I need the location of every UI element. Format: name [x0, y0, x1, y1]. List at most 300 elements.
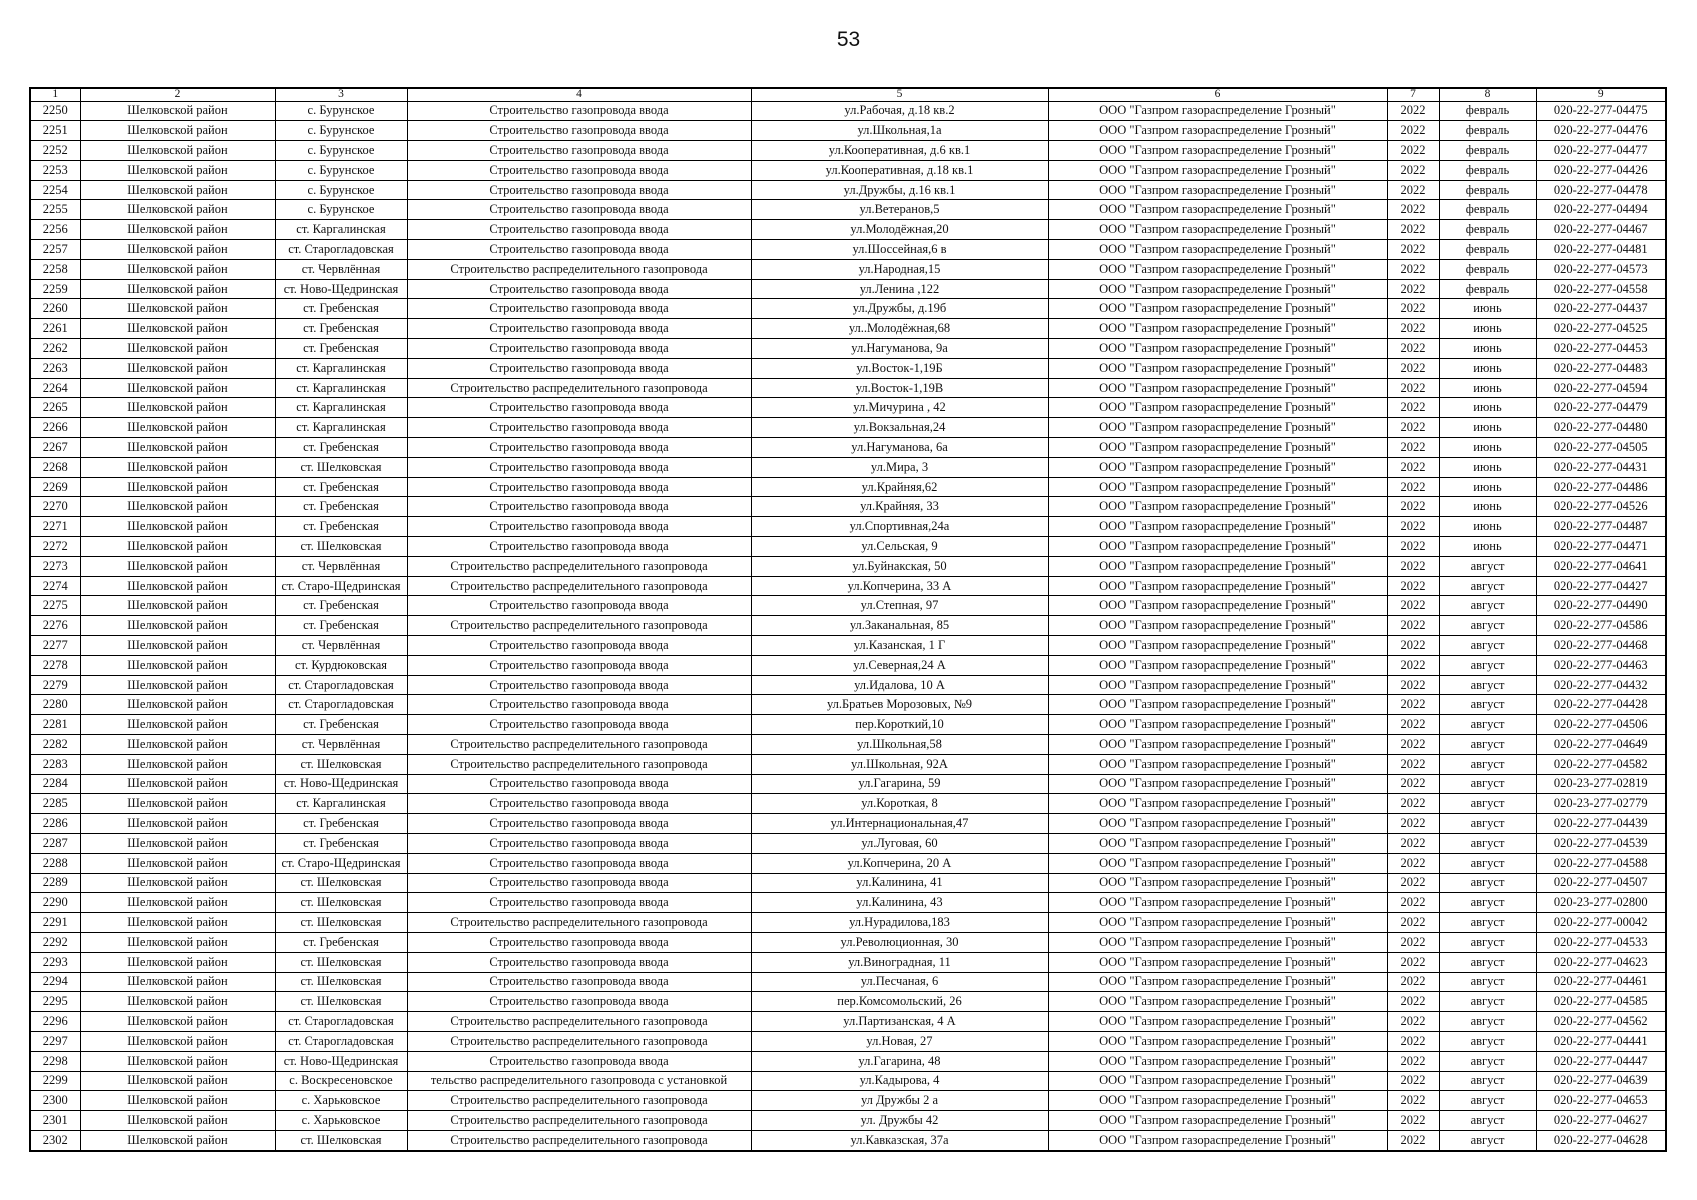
settlement-cell: ст. Старогладовская — [275, 240, 407, 260]
row-number-cell: 2255 — [30, 200, 80, 220]
work-type-cell: Строительство распределительного газопровода — [407, 576, 751, 596]
year-cell: 2022 — [1387, 972, 1439, 992]
table-row — [30, 477, 1666, 497]
settlement-cell: ст. Гребенская — [275, 616, 407, 636]
work-type-cell: Строительство газопровода ввода — [407, 101, 751, 121]
settlement-cell: ст. Шелковская — [275, 873, 407, 893]
registry-number-cell: 020-22-277-04585 — [1536, 992, 1666, 1012]
organization-cell: ООО "Газпром газораспределение Грозный" — [1048, 517, 1387, 537]
work-type-cell: Строительство газопровода ввода — [407, 220, 751, 240]
table-row — [30, 853, 1666, 873]
registry-number-cell: 020-22-277-00042 — [1536, 913, 1666, 933]
organization-cell: ООО "Газпром газораспределение Грозный" — [1048, 418, 1387, 438]
table-row — [30, 339, 1666, 359]
registry-number-cell: 020-22-277-04505 — [1536, 438, 1666, 458]
work-type-cell: Строительство газопровода ввода — [407, 715, 751, 735]
organization-cell: ООО "Газпром газораспределение Грозный" — [1048, 636, 1387, 656]
year-cell: 2022 — [1387, 833, 1439, 853]
district-cell: Шелковской район — [80, 457, 275, 477]
address-cell: ул.Гагарина, 59 — [751, 774, 1048, 794]
district-cell: Шелковской район — [80, 339, 275, 359]
column-number: 2 — [80, 88, 275, 101]
address-cell: ул.Школьная,58 — [751, 735, 1048, 755]
organization-cell: ООО "Газпром газораспределение Грозный" — [1048, 556, 1387, 576]
settlement-cell: ст. Шелковская — [275, 457, 407, 477]
table-row — [30, 160, 1666, 180]
settlement-cell: ст. Гребенская — [275, 814, 407, 834]
address-cell: ул Дружбы 2 а — [751, 1091, 1048, 1111]
month-cell: февраль — [1439, 160, 1536, 180]
row-number-cell: 2277 — [30, 636, 80, 656]
work-type-cell: Строительство распределительного газопровода — [407, 1130, 751, 1150]
month-cell: июнь — [1439, 537, 1536, 557]
organization-cell: ООО "Газпром газораспределение Грозный" — [1048, 537, 1387, 557]
settlement-cell: ст. Старогладовская — [275, 1012, 407, 1032]
district-cell: Шелковской район — [80, 141, 275, 161]
work-type-cell: Строительство газопровода ввода — [407, 972, 751, 992]
district-cell: Шелковской район — [80, 794, 275, 814]
organization-cell: ООО "Газпром газораспределение Грозный" — [1048, 299, 1387, 319]
work-type-cell: Строительство газопровода ввода — [407, 358, 751, 378]
month-cell: август — [1439, 952, 1536, 972]
address-cell: ул.Братьев Морозовых, №9 — [751, 695, 1048, 715]
organization-cell: ООО "Газпром газораспределение Грозный" — [1048, 1051, 1387, 1071]
work-type-cell: Строительство распределительного газопровода — [407, 616, 751, 636]
settlement-cell: ст. Шелковская — [275, 537, 407, 557]
row-number-cell: 2287 — [30, 833, 80, 853]
address-cell: ул.Молодёжная,20 — [751, 220, 1048, 240]
month-cell: август — [1439, 556, 1536, 576]
row-number-cell: 2289 — [30, 873, 80, 893]
registry-number-cell: 020-22-277-04481 — [1536, 240, 1666, 260]
row-number-cell: 2294 — [30, 972, 80, 992]
address-cell: ул.Крайняя,62 — [751, 477, 1048, 497]
address-cell: ул.Калинина, 41 — [751, 873, 1048, 893]
work-type-cell: тельство распределительного газопровода с установкой — [407, 1071, 751, 1091]
month-cell: июнь — [1439, 378, 1536, 398]
month-cell: август — [1439, 972, 1536, 992]
work-type-cell: Строительство распределительного газопровода — [407, 1012, 751, 1032]
registry-number-cell: 020-22-277-04453 — [1536, 339, 1666, 359]
table-row — [30, 101, 1666, 121]
settlement-cell: ст. Каргалинская — [275, 418, 407, 438]
row-number-cell: 2256 — [30, 220, 80, 240]
organization-cell: ООО "Газпром газораспределение Грозный" — [1048, 180, 1387, 200]
year-cell: 2022 — [1387, 616, 1439, 636]
organization-cell: ООО "Газпром газораспределение Грозный" — [1048, 655, 1387, 675]
organization-cell: ООО "Газпром газораспределение Грозный" — [1048, 1012, 1387, 1032]
year-cell: 2022 — [1387, 141, 1439, 161]
table-row — [30, 774, 1666, 794]
address-cell: ул.Школьная, 92А — [751, 754, 1048, 774]
table-row — [30, 616, 1666, 636]
year-cell: 2022 — [1387, 517, 1439, 537]
month-cell: июнь — [1439, 319, 1536, 339]
registry-number-cell: 020-22-277-04475 — [1536, 101, 1666, 121]
year-cell: 2022 — [1387, 1012, 1439, 1032]
organization-cell: ООО "Газпром газораспределение Грозный" — [1048, 596, 1387, 616]
row-number-cell: 2253 — [30, 160, 80, 180]
table-row — [30, 200, 1666, 220]
month-cell: февраль — [1439, 279, 1536, 299]
row-number-cell: 2285 — [30, 794, 80, 814]
address-cell: пер.Комсомольский, 26 — [751, 992, 1048, 1012]
organization-cell: ООО "Газпром газораспределение Грозный" — [1048, 1031, 1387, 1051]
settlement-cell: ст. Гребенская — [275, 715, 407, 735]
work-type-cell: Строительство газопровода ввода — [407, 873, 751, 893]
table-row — [30, 952, 1666, 972]
year-cell: 2022 — [1387, 735, 1439, 755]
district-cell: Шелковской район — [80, 754, 275, 774]
month-cell: июнь — [1439, 398, 1536, 418]
year-cell: 2022 — [1387, 814, 1439, 834]
district-cell: Шелковской район — [80, 655, 275, 675]
organization-cell: ООО "Газпром газораспределение Грозный" — [1048, 992, 1387, 1012]
month-cell: август — [1439, 794, 1536, 814]
district-cell: Шелковской район — [80, 438, 275, 458]
month-cell: август — [1439, 616, 1536, 636]
settlement-cell: ст. Шелковская — [275, 1130, 407, 1150]
table-row — [30, 299, 1666, 319]
organization-cell: ООО "Газпром газораспределение Грозный" — [1048, 121, 1387, 141]
row-number-cell: 2274 — [30, 576, 80, 596]
address-cell: ул.Кадырова, 4 — [751, 1071, 1048, 1091]
address-cell: ул.Вокзальная,24 — [751, 418, 1048, 438]
registry-number-cell: 020-22-277-04478 — [1536, 180, 1666, 200]
district-cell: Шелковской район — [80, 853, 275, 873]
district-cell: Шелковской район — [80, 576, 275, 596]
district-cell: Шелковской район — [80, 517, 275, 537]
settlement-cell: ст. Шелковская — [275, 972, 407, 992]
month-cell: февраль — [1439, 180, 1536, 200]
month-cell: июнь — [1439, 517, 1536, 537]
address-cell: ул.Заканальная, 85 — [751, 616, 1048, 636]
row-number-cell: 2292 — [30, 932, 80, 952]
address-cell: ул.Луговая, 60 — [751, 833, 1048, 853]
district-cell: Шелковской район — [80, 259, 275, 279]
column-number: 6 — [1048, 88, 1387, 101]
month-cell: июнь — [1439, 457, 1536, 477]
address-cell: ул.Буйнакская, 50 — [751, 556, 1048, 576]
district-cell: Шелковской район — [80, 1012, 275, 1032]
settlement-cell: ст. Каргалинская — [275, 378, 407, 398]
address-cell: ул.Новая, 27 — [751, 1031, 1048, 1051]
row-number-cell: 2252 — [30, 141, 80, 161]
row-number-cell: 2280 — [30, 695, 80, 715]
organization-cell: ООО "Газпром газораспределение Грозный" — [1048, 576, 1387, 596]
organization-cell: ООО "Газпром газораспределение Грозный" — [1048, 695, 1387, 715]
address-cell: ул.Революционная, 30 — [751, 932, 1048, 952]
year-cell: 2022 — [1387, 853, 1439, 873]
organization-cell: ООО "Газпром газораспределение Грозный" — [1048, 200, 1387, 220]
row-number-cell: 2261 — [30, 319, 80, 339]
table-row — [30, 576, 1666, 596]
work-type-cell: Строительство газопровода ввода — [407, 477, 751, 497]
table-row — [30, 913, 1666, 933]
settlement-cell: ст. Курдюковская — [275, 655, 407, 675]
table-row — [30, 675, 1666, 695]
work-type-cell: Строительство газопровода ввода — [407, 339, 751, 359]
registry-number-cell: 020-22-277-04483 — [1536, 358, 1666, 378]
address-cell: ул.Песчаная, 6 — [751, 972, 1048, 992]
year-cell: 2022 — [1387, 932, 1439, 952]
work-type-cell: Строительство газопровода ввода — [407, 695, 751, 715]
year-cell: 2022 — [1387, 378, 1439, 398]
month-cell: июнь — [1439, 299, 1536, 319]
registry-number-cell: 020-22-277-04479 — [1536, 398, 1666, 418]
work-type-cell: Строительство газопровода ввода — [407, 279, 751, 299]
district-cell: Шелковской район — [80, 556, 275, 576]
table-row — [30, 695, 1666, 715]
row-number-cell: 2250 — [30, 101, 80, 121]
table-row — [30, 1031, 1666, 1051]
month-cell: февраль — [1439, 101, 1536, 121]
year-cell: 2022 — [1387, 418, 1439, 438]
organization-cell: ООО "Газпром газораспределение Грозный" — [1048, 735, 1387, 755]
table-row — [30, 1130, 1666, 1150]
year-cell: 2022 — [1387, 477, 1439, 497]
table-row — [30, 1071, 1666, 1091]
settlement-cell: ст. Гребенская — [275, 497, 407, 517]
settlement-cell: ст. Старо-Щедринская — [275, 576, 407, 596]
organization-cell: ООО "Газпром газораспределение Грозный" — [1048, 160, 1387, 180]
work-type-cell: Строительство распределительного газопровода — [407, 1111, 751, 1131]
district-cell: Шелковской район — [80, 200, 275, 220]
registry-number-cell: 020-22-277-04480 — [1536, 418, 1666, 438]
district-cell: Шелковской район — [80, 715, 275, 735]
registry-number-cell: 020-23-277-02779 — [1536, 794, 1666, 814]
settlement-cell: ст. Старогладовская — [275, 675, 407, 695]
row-number-cell: 2299 — [30, 1071, 80, 1091]
address-cell: ул.Ветеранов,5 — [751, 200, 1048, 220]
year-cell: 2022 — [1387, 1071, 1439, 1091]
registry-number-cell: 020-22-277-04562 — [1536, 1012, 1666, 1032]
work-type-cell: Строительство газопровода ввода — [407, 141, 751, 161]
settlement-cell: с. Бурунское — [275, 141, 407, 161]
work-type-cell: Строительство газопровода ввода — [407, 200, 751, 220]
month-cell: июнь — [1439, 438, 1536, 458]
settlement-cell: с. Бурунское — [275, 180, 407, 200]
work-type-cell: Строительство газопровода ввода — [407, 438, 751, 458]
settlement-cell: ст. Червлённая — [275, 259, 407, 279]
work-type-cell: Строительство газопровода ввода — [407, 774, 751, 794]
organization-cell: ООО "Газпром газораспределение Грозный" — [1048, 715, 1387, 735]
settlement-cell: ст. Старо-Щедринская — [275, 853, 407, 873]
district-cell: Шелковской район — [80, 735, 275, 755]
address-cell: ул. Дружбы 42 — [751, 1111, 1048, 1131]
table-row — [30, 972, 1666, 992]
table-row — [30, 794, 1666, 814]
district-cell: Шелковской район — [80, 121, 275, 141]
year-cell: 2022 — [1387, 754, 1439, 774]
year-cell: 2022 — [1387, 101, 1439, 121]
table-row — [30, 833, 1666, 853]
organization-cell: ООО "Газпром газораспределение Грозный" — [1048, 1130, 1387, 1150]
row-number-cell: 2293 — [30, 952, 80, 972]
settlement-cell: ст. Гребенская — [275, 833, 407, 853]
row-number-cell: 2254 — [30, 180, 80, 200]
table-row — [30, 556, 1666, 576]
organization-cell: ООО "Газпром газораспределение Грозный" — [1048, 814, 1387, 834]
month-cell: август — [1439, 932, 1536, 952]
settlement-cell: ст. Каргалинская — [275, 358, 407, 378]
row-number-cell: 2290 — [30, 893, 80, 913]
district-cell: Шелковской район — [80, 418, 275, 438]
work-type-cell: Строительство газопровода ввода — [407, 893, 751, 913]
registry-number-cell: 020-22-277-04477 — [1536, 141, 1666, 161]
address-cell: пер.Короткий,10 — [751, 715, 1048, 735]
address-cell: ул.Восток-1,19Б — [751, 358, 1048, 378]
month-cell: август — [1439, 754, 1536, 774]
organization-cell: ООО "Газпром газораспределение Грозный" — [1048, 794, 1387, 814]
year-cell: 2022 — [1387, 1091, 1439, 1111]
settlement-cell: ст. Ново-Щедринская — [275, 279, 407, 299]
row-number-cell: 2260 — [30, 299, 80, 319]
table-row — [30, 438, 1666, 458]
row-number-cell: 2257 — [30, 240, 80, 260]
registry-number-cell: 020-22-277-04437 — [1536, 299, 1666, 319]
row-number-cell: 2271 — [30, 517, 80, 537]
month-cell: июнь — [1439, 418, 1536, 438]
month-cell: февраль — [1439, 220, 1536, 240]
settlement-cell: ст. Ново-Щедринская — [275, 1051, 407, 1071]
district-cell: Шелковской район — [80, 873, 275, 893]
registry-number-cell: 020-22-277-04594 — [1536, 378, 1666, 398]
month-cell: февраль — [1439, 121, 1536, 141]
year-cell: 2022 — [1387, 873, 1439, 893]
year-cell: 2022 — [1387, 299, 1439, 319]
row-number-cell: 2258 — [30, 259, 80, 279]
registry-number-cell: 020-22-277-04641 — [1536, 556, 1666, 576]
row-number-cell: 2272 — [30, 537, 80, 557]
organization-cell: ООО "Газпром газораспределение Грозный" — [1048, 932, 1387, 952]
registry-number-cell: 020-22-277-04558 — [1536, 279, 1666, 299]
registry-number-cell: 020-22-277-04463 — [1536, 655, 1666, 675]
registry-number-cell: 020-22-277-04582 — [1536, 754, 1666, 774]
row-number-cell: 2266 — [30, 418, 80, 438]
month-cell: август — [1439, 675, 1536, 695]
work-type-cell: Строительство распределительного газопровода — [407, 556, 751, 576]
registry-number-cell: 020-22-277-04623 — [1536, 952, 1666, 972]
year-cell: 2022 — [1387, 576, 1439, 596]
row-number-cell: 2273 — [30, 556, 80, 576]
work-type-cell: Строительство газопровода ввода — [407, 992, 751, 1012]
column-number: 4 — [407, 88, 751, 101]
settlement-cell: ст. Старогладовская — [275, 1031, 407, 1051]
registry-number-cell: 020-22-277-04507 — [1536, 873, 1666, 893]
organization-cell: ООО "Газпром газораспределение Грозный" — [1048, 616, 1387, 636]
work-type-cell: Строительство распределительного газопровода — [407, 1091, 751, 1111]
address-cell: ул.Интернациональная,47 — [751, 814, 1048, 834]
row-number-cell: 2282 — [30, 735, 80, 755]
address-cell: ул.Дружбы, д.19б — [751, 299, 1048, 319]
district-cell: Шелковской район — [80, 616, 275, 636]
month-cell: август — [1439, 873, 1536, 893]
year-cell: 2022 — [1387, 556, 1439, 576]
organization-cell: ООО "Газпром газораспределение Грозный" — [1048, 675, 1387, 695]
district-cell: Шелковской район — [80, 398, 275, 418]
organization-cell: ООО "Газпром газораспределение Грозный" — [1048, 972, 1387, 992]
settlement-cell: ст. Гребенская — [275, 299, 407, 319]
year-cell: 2022 — [1387, 675, 1439, 695]
table-row — [30, 121, 1666, 141]
address-cell: ул.Кавказская, 37а — [751, 1130, 1048, 1150]
table-row — [30, 537, 1666, 557]
registry-number-cell: 020-22-277-04533 — [1536, 932, 1666, 952]
organization-cell: ООО "Газпром газораспределение Грозный" — [1048, 853, 1387, 873]
address-cell: ул.Дружбы, д.16 кв.1 — [751, 180, 1048, 200]
settlement-cell: ст. Гребенская — [275, 438, 407, 458]
row-number-cell: 2279 — [30, 675, 80, 695]
district-cell: Шелковской район — [80, 1031, 275, 1051]
work-type-cell: Строительство газопровода ввода — [407, 952, 751, 972]
year-cell: 2022 — [1387, 438, 1439, 458]
registry-number-cell: 020-22-277-04432 — [1536, 675, 1666, 695]
registry-number-cell: 020-22-277-04586 — [1536, 616, 1666, 636]
year-cell: 2022 — [1387, 1051, 1439, 1071]
work-type-cell: Строительство распределительного газопровода — [407, 1031, 751, 1051]
month-cell: август — [1439, 833, 1536, 853]
year-cell: 2022 — [1387, 636, 1439, 656]
registry-number-cell: 020-22-277-04490 — [1536, 596, 1666, 616]
month-cell: июнь — [1439, 477, 1536, 497]
row-number-cell: 2298 — [30, 1051, 80, 1071]
table-row — [30, 141, 1666, 161]
month-cell: август — [1439, 695, 1536, 715]
organization-cell: ООО "Газпром газораспределение Грозный" — [1048, 833, 1387, 853]
organization-cell: ООО "Газпром газораспределение Грозный" — [1048, 457, 1387, 477]
work-type-cell: Строительство газопровода ввода — [407, 398, 751, 418]
work-type-cell: Строительство газопровода ввода — [407, 794, 751, 814]
registry-table — [29, 87, 1667, 1152]
organization-cell: ООО "Газпром газораспределение Грозный" — [1048, 339, 1387, 359]
organization-cell: ООО "Газпром газораспределение Грозный" — [1048, 1111, 1387, 1131]
settlement-cell: с. Бурунское — [275, 160, 407, 180]
address-cell: ул.Мичурина , 42 — [751, 398, 1048, 418]
month-cell: август — [1439, 853, 1536, 873]
district-cell: Шелковской район — [80, 695, 275, 715]
district-cell: Шелковской район — [80, 358, 275, 378]
year-cell: 2022 — [1387, 952, 1439, 972]
month-cell: февраль — [1439, 200, 1536, 220]
year-cell: 2022 — [1387, 695, 1439, 715]
year-cell: 2022 — [1387, 596, 1439, 616]
district-cell: Шелковской район — [80, 913, 275, 933]
registry-number-cell: 020-22-277-04506 — [1536, 715, 1666, 735]
settlement-cell: ст. Каргалинская — [275, 398, 407, 418]
address-cell: ул.Крайняя, 33 — [751, 497, 1048, 517]
registry-number-cell: 020-22-277-04627 — [1536, 1111, 1666, 1131]
registry-number-cell: 020-22-277-04476 — [1536, 121, 1666, 141]
organization-cell: ООО "Газпром газораспределение Грозный" — [1048, 398, 1387, 418]
registry-number-cell: 020-22-277-04573 — [1536, 259, 1666, 279]
organization-cell: ООО "Газпром газораспределение Грозный" — [1048, 358, 1387, 378]
district-cell: Шелковской район — [80, 378, 275, 398]
district-cell: Шелковской район — [80, 1130, 275, 1150]
year-cell: 2022 — [1387, 220, 1439, 240]
table-row — [30, 992, 1666, 1012]
settlement-cell: с. Бурунское — [275, 101, 407, 121]
work-type-cell: Строительство распределительного газопровода — [407, 754, 751, 774]
table-row — [30, 754, 1666, 774]
district-cell: Шелковской район — [80, 893, 275, 913]
registry-number-cell: 020-22-277-04526 — [1536, 497, 1666, 517]
table-row — [30, 418, 1666, 438]
settlement-cell: ст. Червлённая — [275, 636, 407, 656]
district-cell: Шелковской район — [80, 1111, 275, 1131]
registry-number-cell: 020-22-277-04539 — [1536, 833, 1666, 853]
table-row — [30, 596, 1666, 616]
